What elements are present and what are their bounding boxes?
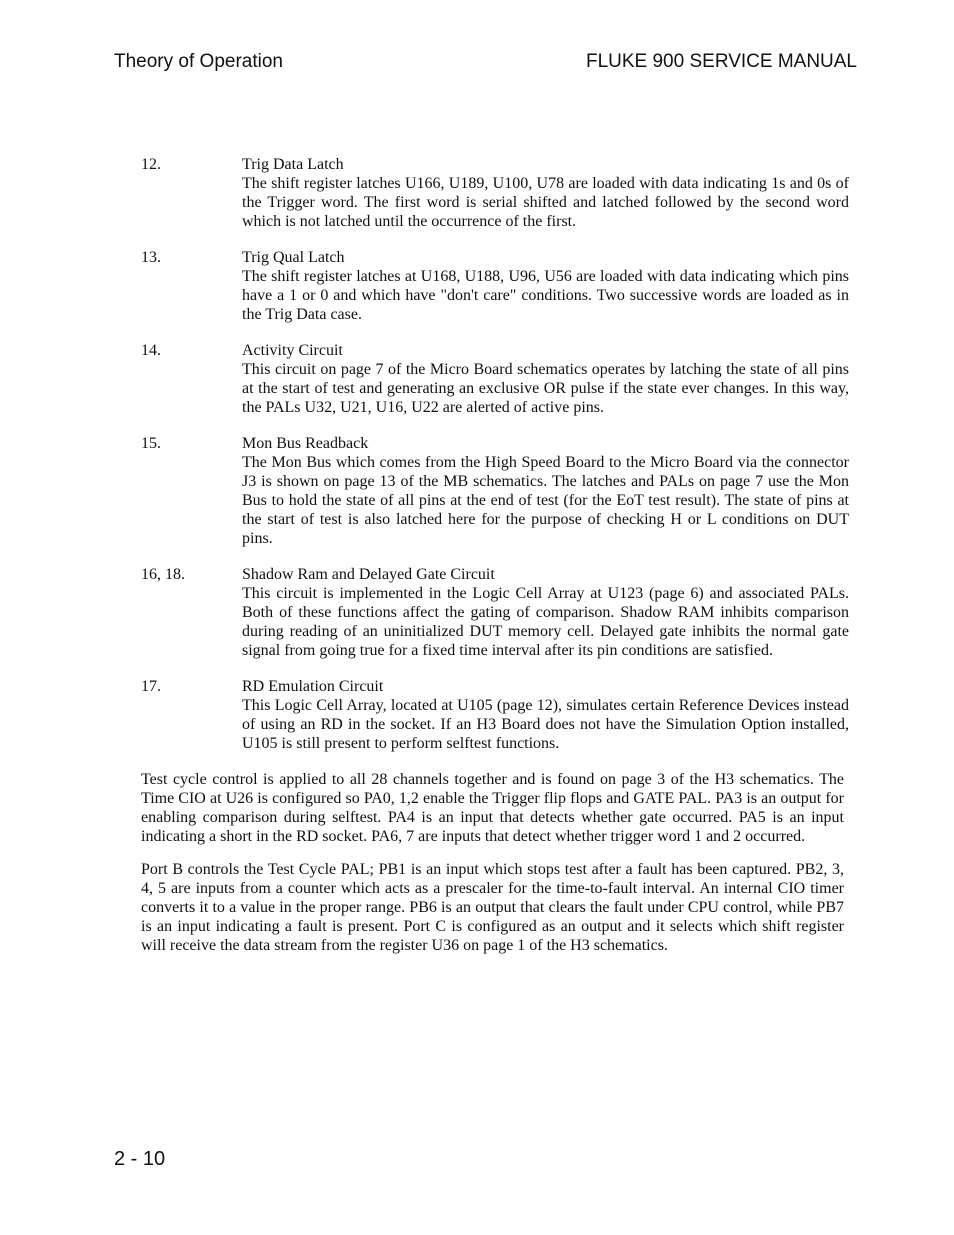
item-body — [242, 677, 849, 753]
list-item — [141, 248, 849, 324]
section-title: Theory of Operation — [114, 51, 283, 72]
item-number: 16, 18. — [141, 566, 185, 583]
list-item — [141, 565, 849, 660]
item-title: Activity Circuit — [242, 342, 343, 359]
item-body — [242, 565, 849, 660]
item-number: 13. — [141, 249, 161, 266]
list-item — [141, 434, 849, 548]
item-text: This circuit is implemented in the Logic Cell Array at U123 (page 6) and associated PALs. Both of these functions affect the gating of comparison. Shadow RAM inhibits comparison during reading of an uninitialized DUT memory cell. Delayed gate inhibits the normal gate signal from going true for a fixed time interval after its pin conditions are satisfied. — [242, 585, 849, 659]
body-paragraph: Test cycle control is applied to all 28 channels together and is found on page 3 of the H3 schematics. The Time CIO at U26 is configured so PA0, 1,2 enable the Trigger flip flops and GATE PAL. PA3 is an output for enabling comparison during selftest. PA4 is an input that detects whether gate occurred. PA5 is an input indicating a short in the RD socket. PA6, 7 are inputs that detect whether trigger word 1 and 2 occurred. — [141, 771, 844, 845]
item-text: The Mon Bus which comes from the High Speed Board to the Micro Board via the connector J3 is shown on page 13 of the MB schematics. The latches and PALs on page 7 use the Mon Bus to hold the state of all pins at the end of test (for the EoT test result). The state of pins at the start of test is also latched here for the purpose of checking H or L conditions on DUT pins. — [242, 454, 849, 547]
item-text: The shift register latches U166, U189, U100, U78 are loaded with data indicating 1s and 0s of the Trigger word. The first word is serial shifted and latched followed by the second word which is not latched until the occurrence of the first. — [242, 175, 849, 230]
list-item — [141, 155, 849, 231]
item-number: 14. — [141, 342, 161, 359]
manual-title: FLUKE 900 SERVICE MANUAL — [585, 51, 857, 72]
list-item — [141, 677, 849, 753]
item-number: 17. — [141, 678, 161, 695]
item-title: RD Emulation Circuit — [242, 678, 384, 695]
item-body — [242, 434, 849, 548]
item-body — [242, 248, 849, 324]
item-text: This circuit on page 7 of the Micro Board schematics operates by latching the state of all pins at the start of test and generating an exclusive OR pulse if the state ever changes. In this way, the PALs U32, U21, U16, U22 are alerted of active pins. — [242, 361, 849, 416]
item-text: The shift register latches at U168, U188, U96, U56 are loaded with data indicating which pins have a 1 or 0 and which have "don't care" conditions. Two successive words are loaded as in the Trig Data case. — [242, 268, 849, 323]
item-title: Trig Qual Latch — [242, 249, 345, 266]
item-title: Shadow Ram and Delayed Gate Circuit — [242, 566, 495, 583]
body-paragraph: Port B controls the Test Cycle PAL; PB1 is an input which stops test after a fault has been captured. PB2, 3, 4, 5 are inputs from a counter which acts as a prescaler for the time-to-fault interval. An internal CIO timer converts it to a value in the proper range. PB6 is an output that clears the fault under CPU control, while PB7 is an input indicating a fault is present. Port C is configured as an output and it selects which shift register will receive the data stream from the register U36 on page 1 of the H3 schematics. — [141, 861, 844, 954]
item-title: Mon Bus Readback — [242, 435, 369, 452]
item-body — [242, 155, 849, 231]
item-title: Trig Data Latch — [242, 156, 344, 173]
item-body — [242, 341, 849, 417]
item-text: This Logic Cell Array, located at U105 (page 12), simulates certain Reference Devices instead of using an RD in the socket. If an H3 Board does not have the Simulation Option installed, U105 is still present to perform selftest functions. — [242, 697, 849, 752]
list-item — [141, 341, 849, 417]
item-number: 15. — [141, 435, 161, 452]
item-number: 12. — [141, 156, 161, 173]
body-paragraphs — [141, 770, 844, 955]
numbered-list — [141, 155, 849, 969]
page-number: 2 - 10 — [114, 1148, 166, 1170]
